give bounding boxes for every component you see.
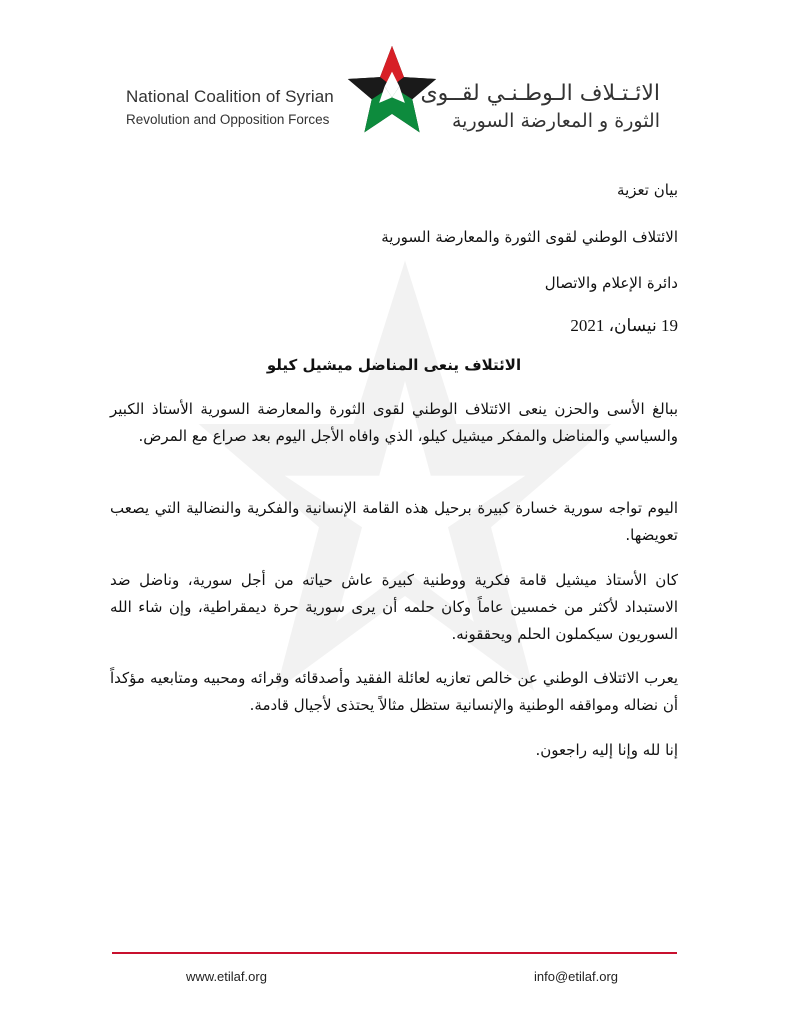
org-name-arabic — [420, 80, 660, 134]
org-name-english — [126, 86, 346, 130]
org-name-english-line2: Revolution and Opposition Forces — [126, 112, 330, 127]
statement-title: الائتلاف ينعى المناضل ميشيل كيلو — [266, 356, 522, 374]
footer-divider — [112, 952, 677, 954]
paragraph-2: اليوم تواجه سورية خسارة كبيرة برحيل هذه القامة الإنسانية والفكرية والنضالية التي يصعب تعويضها. — [110, 499, 678, 544]
date-line: 19 نيسان، 2021 — [570, 316, 678, 335]
org-name-arabic-line1: الائـتـلاف الـوطـنـي لقــوى — [420, 81, 660, 106]
paragraph-4: يعرب الائتلاف الوطني عن خالص تعازيه لعائلة الفقيد وأصدقائه وقرائه ومحبيه ومتابعيه مؤكداً أن نضاله ومواقفه الوطنية والإنسانية ستظل مثالاً يحتذى لأجيال قادمة. — [110, 669, 678, 714]
paragraph-1: ببالغ الأسى والحزن ينعى الائتلاف الوطني لقوى الثورة والمعارضة السورية الأستاذ الكبير والسياسي والمناضل والمفكر ميشيل كيلو، الذي وافاه الأجل اليوم بعد صراع مع المرض. — [110, 400, 678, 445]
issuing-organization: الائتلاف الوطني لقوى الثورة والمعارضة السورية — [381, 228, 678, 246]
footer-website-link[interactable]: www.etilaf.org — [186, 969, 267, 984]
department-line: دائرة الإعلام والاتصال — [544, 274, 678, 292]
org-name-english-line1: National Coalition of Syrian — [126, 87, 334, 106]
org-name-arabic-line2: الثورة و المعارضة السورية — [451, 110, 660, 132]
paragraph-3: كان الأستاذ ميشيل قامة فكرية ووطنية كبيرة عاش حياته من أجل سورية، وناضل ضد الاستبداد لأكثر من خمسين عاماً وكان حلمه أن يرى سورية حرة ديمقراطية، وإن شاء الله السوريون سيكملون الحلم ويحققونه. — [110, 571, 678, 643]
statement-type: بيان تعزية — [617, 181, 678, 199]
paragraph-5: إنا لله وإنا إليه راجعون. — [535, 741, 678, 759]
footer-email-link[interactable]: info@etilaf.org — [534, 969, 619, 984]
